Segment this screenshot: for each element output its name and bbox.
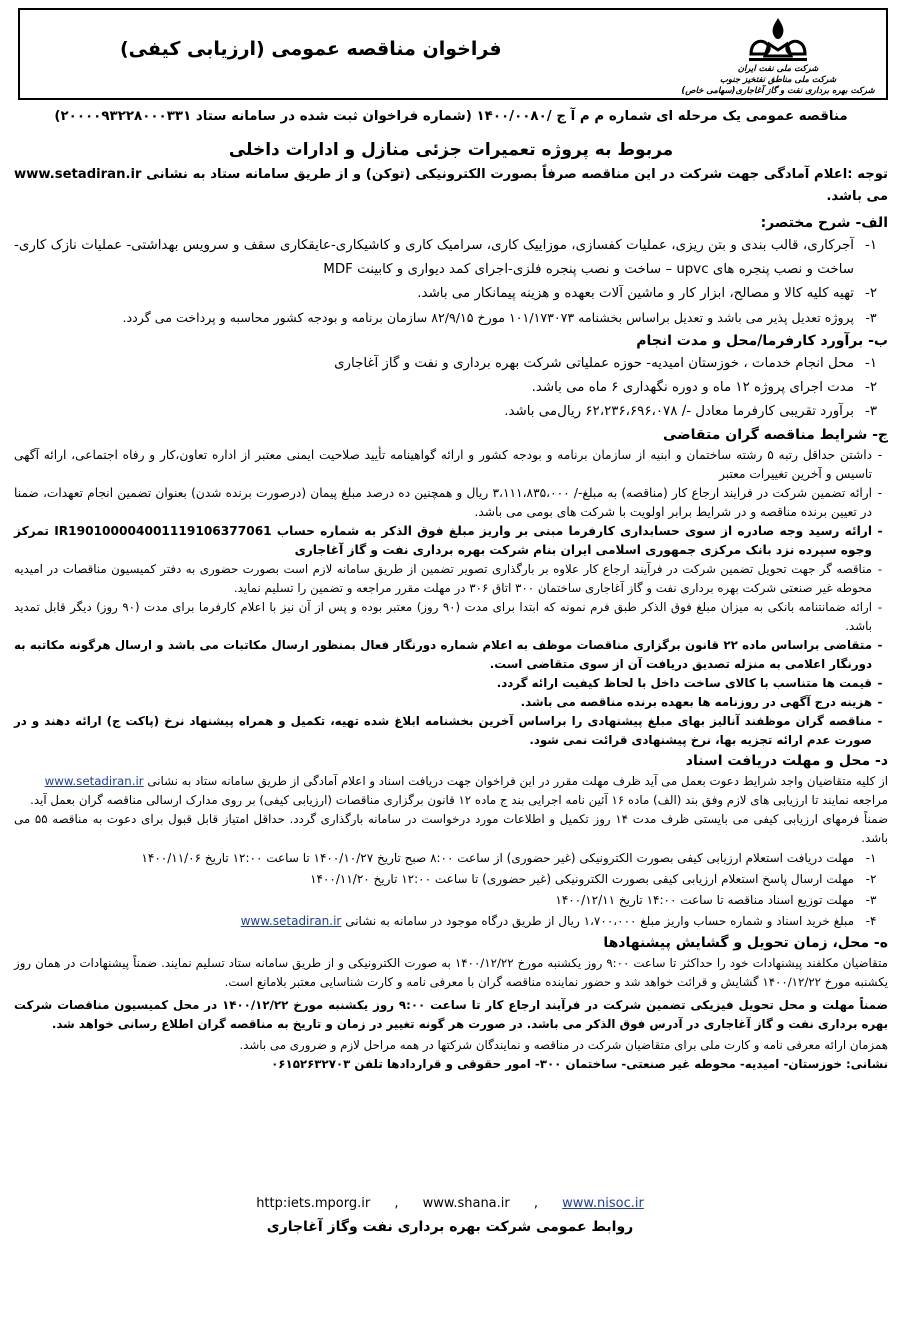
section-b-item: ۱- محل انجام خدمات ، خوزستان امیدیه- حوزه عملیاتی شرکت بهره برداری و نفت و گاز آغاجاری [334, 356, 878, 371]
section-c-item: - داشتن حداقل رتبه ۵ رشته ساختمان و ابنیه از سازمان برنامه و بودجه کشور و ارائه گواهینامه تأیید صلاحیت ایمنی معتبر از اداره تعاون،کار و رفاه اجتماعی، ارائه آگهی تاسیس و آخرین تغییرات معتبر [14, 448, 883, 481]
section-b-item: ۲- مدت اجرای پروژه ۱۲ ماه و دوره نگهداری ۶ ماه می باشد. [531, 380, 878, 395]
section-c-item: - ارائه ضمانتنامه بانکی به میزان مبلغ فوق الذکر طبق فرم نمونه که ابتدا برای مدت (۹۰ روز) معتبر بوده و پس از آن نیز با اعلام کارفرما برای مدت (۹۰ روز) دیگر قابل تمدید باشد. [14, 600, 883, 633]
section-c-item: - قیمت ها متناسب با کالای ساخت داخل با لحاظ کیفیت ارائه گردد. [496, 676, 883, 690]
section-c-item: - ارائه رسید وجه صادره از سوی حسابداری کارفرما مبنی بر واریز مبلغ فوق الذکر به شماره حساب IR190100004001119106377061 تمرکز وجوه سپرده نزد بانک مرکزی جمهوری اسلامی ایران بنام شرکت بهره برداری نفت و گاز آغاجاری [14, 524, 883, 557]
section-b-item: ۳- برآورد تقریبی کارفرما معادل -/ ۶۲،۲۳۶،۶۹۶،۰۷۸ ریال‌می باشد. [504, 404, 878, 419]
notice-body [14, 104, 888, 1074]
section-c-item: - متقاضی براساس ماده ۲۲ قانون برگزاری مناقصات موظف به اعلام شماره دورنگار فعال بمنظور ارسال مکاتبات می باشد و ارسال هرگونه مکاتبه به دورنگار اعلامی به منزله تصدیق دریافت آن از سوی متقاضی است. [14, 638, 883, 671]
footer-links [0, 1196, 900, 1211]
mporg-link[interactable]: http:iets.mporg.ir [256, 1196, 371, 1211]
section-d-heading: د- محل و مهلت دریافت اسناد [685, 753, 888, 769]
section-e-para2: ضمناً مهلت و محل تحویل فیزیکی تضمین شرکت در فرآیند ارجاع کار تا ساعت ۹:۰۰ روز یکشنبه مورخ ۱۴۰۰/۱۲/۲۲ در محل کمیسیون مناقصات شرکت بهره برداری نفت و گاز آغاجاری در آدرس فوق الذکر می باشد. در صورت هر گونه تغییر در زمان و تاریخ به مناقصه گران اطلاع رسانی خواهد شد. [14, 998, 888, 1031]
header-box [18, 8, 888, 100]
section-c-item: - ارائه تضمین شرکت در فرایند ارجاع کار (مناقصه) به مبلغ-/ ۳،۱۱۱،۸۳۵،۰۰۰ ریال و همچنین ده درصد مبلغ پیمان (درصورت برنده شدن) بعنوان تضمین انجام تعهدات، ضمنا در تعیین برنده مناقصه و در شرایط برابر اولویت با شرکت های بومی می باشد. [14, 486, 883, 519]
section-b-heading: ب- برآورد کارفرما/محل و مدت انجام [636, 333, 888, 349]
contact-address: نشانی: خوزستان- امیدیه- محوطه غیر صنعتی- ساختمان ۳۰۰- امور حقوقی و قراردادها تلفن ۰۶۱۵۲۶۳۲۷۰۳ [271, 1057, 888, 1071]
section-e-para3: همزمان ارائه معرفی نامه و کارت ملی برای متقاضیان شرکت در مناقصه و نمایندگان شرکتها در همه مراحل لازم و ضروری می باشد. [239, 1038, 888, 1052]
logo-line-2: شرکت ملی مناطق نفتخیز جنوب [719, 75, 837, 85]
project-title: مربوط به پروژه تعمیرات جزئی منازل و ادارات داخلی [228, 140, 674, 160]
section-d-item: ۳- مهلت توزیع اسناد مناقصه تا ساعت ۱۴:۰۰ تاریخ ۱۴۰۰/۱۲/۱۱ [555, 893, 877, 907]
section-d-para2: مراجعه نمایند تا ارزیابی های لازم وفق بند (الف) ماده ۱۶ آئین نامه اجرایی بند ج ماده ۱۲ قانون برگزاری مناقصات (ارزیابی کیفی) بر روی مدارک ارسالی مناقصه گران بعمل آید. [30, 793, 888, 807]
logo-line-3: شرکت بهره برداری نفت و گاز آغاجاری(سهامی خاص) [681, 86, 875, 96]
section-d-intro: از کلیه متقاضیان واجد شرایط دعوت بعمل می آید ظرف مهلت مقرر در این فراخوان جهت دریافت اسناد و اعلام آمادگی از طریق سامانه ستاد به نشانی www.setadiran.ir [44, 774, 888, 788]
nisoc-link[interactable]: www.nisoc.ir [562, 1196, 644, 1211]
shana-link[interactable]: www.shana.ir [422, 1196, 510, 1211]
section-c-item: - هزینه درج آگهی در روزنامه ها بعهده برنده مناقصه می باشد. [520, 695, 883, 709]
setadiran-link[interactable]: www.setadiran.ir [240, 914, 342, 928]
section-d-item: ۲- مهلت ارسال پاسخ استعلام ارزیابی کیفی بصورت الکترونیکی (غیر حضوری) تا ساعت ۱۲:۰۰ تاریخ ۱۴۰۰/۱۱/۲۰ [310, 872, 877, 886]
company-logo [678, 14, 878, 97]
section-e-heading: ه- محل، زمان تحویل و گشایش پیشنهادها [603, 935, 888, 951]
logo-line-1: شرکت ملی نفت ایران [737, 64, 819, 74]
section-c-item: - مناقصه گر جهت تحویل تضمین شرکت در فرآیند ارجاع کار علاوه بر بارگذاری تصویر تضمین از طریق سامانه لازم است بصورت حضوری به دفتر کمیسیون مناقصات در امیدیه محوطه غیر صنعتی شرکت بهره برداری نفت و گاز آغاجاری ساختمان ۳۰۰ اتاق ۳۰۶ در مهلت مقرر مراجعه و تضمین را تسلیم نماید. [14, 562, 883, 595]
section-a-item: ۱- آجرکاری، قالب بندی و بتن ریزی، عملیات کفسازی، موزاییک کاری، سرامیک کاری و کاشیکاری-عایقکاری سقف و سرویس بهداشتی- عملیات نازک کاری-ساخت و نصب پنجره های upvc – ساخت و نصب پنجره فلزی-اجرای کمد دیواری و کابینت MDF [14, 238, 878, 277]
section-d-item: ۴- مبلغ خرید اسناد و شماره حساب واریز مبلغ ۱،۷۰۰،۰۰۰ ریال از طریق درگاه موجود در سامانه به نشانی www.setadiran.ir [240, 914, 877, 928]
link-separator: , [533, 1196, 539, 1211]
section-d-para3: ضمناً فرمهای ارزیابی کیفی می بایستی ظرف مدت ۱۴ روز تکمیل و اطلاعات مورد درخواست در سامانه بارگذاری گردد. حداقل امتیاز قابل قبول برای دعوت به مناقصه ۵۵ می باشد. [14, 812, 888, 845]
tender-number-line: مناقصه عمومی یک مرحله ای شماره م م آ ج /۱۴۰۰/۰۰۸۰ (شماره فراخوان ثبت شده در سامانه ستاد ۲۰۰۰۰۹۳۲۲۸۰۰۰۳۳۱) [54, 109, 848, 124]
link-separator: , [394, 1196, 399, 1211]
section-e-para1: متقاضیان مکلفند پیشنهادات خود را حداکثر تا ساعت ۹:۰۰ روز یکشنبه مورخ ۱۴۰۰/۱۲/۲۲ به صورت الکترونیکی و از طریق سامانه ستاد تسلیم نمایند. ضمناً پیشنهادات در همان روز یکشنبه مورخ ۱۴۰۰/۱۲/۲۲ گشایش و قرائت خواهد شد و حضور نماینده مناقصه گران با معرفی نامه و کارت شناسایی معتبر بلامانع است. [14, 956, 888, 989]
setadiran-link[interactable]: www.setadiran.ir [44, 774, 144, 788]
section-a-heading: الف- شرح مختصر: [760, 215, 888, 231]
section-c-item: - مناقصه گران موظفند آنالیز بهای مبلغ پیشنهادی را براساس آخرین بخشنامه ابلاغ شده تهیه، تکمیل و همراه پیشنهاد نرخ (پاکت ج) ارائه دهند و در صورت عدم ارائه تجزیه بها، نرخ پیشنهادی قرائت نمی شود. [14, 714, 883, 747]
section-d-item: ۱- مهلت دریافت استعلام ارزیابی کیفی بصورت الکترونیکی (غیر حضوری) از ساعت ۸:۰۰ صبح تاریخ ۱۴۰۰/۱۰/۲۷ تا ساعت ۱۲:۰۰ تاریخ ۱۴۰۰/۱۱/۰۶ [141, 851, 877, 865]
notice-title: فراخوان مناقصه عمومی (ارزیابی کیفی) [120, 38, 502, 60]
section-a-item: ۳- پروژه تعدیل پذیر می باشد و تعدیل براساس بخشنامه ۱۰۱/۱۷۳۰۷۳ مورخ ۸۲/۹/۱۵ سازمان برنامه و بودجه کشور محاسبه و پرداخت می گردد. [122, 310, 877, 325]
section-c-heading: ج- شرایط مناقصه گران متقاضی [662, 427, 888, 443]
nioc-logo-icon [743, 14, 813, 64]
section-a-item: ۲- تهیه کلیه کالا و مصالح، ابزار کار و ماشین آلات بعهده و هزینه پیمانکار می باشد. [417, 286, 878, 301]
public-relations-signature: روابط عمومی شرکت بهره برداری نفت وگاز آغاجاری [266, 1219, 634, 1235]
electronic-note: توجه :اعلام آمادگی جهت شرکت در این مناقصه صرفاً بصورت الکترونیکی (توکن) و از طریق سامانه ستاد به نشانی www.setadiran.ir می باشد. [14, 167, 888, 204]
